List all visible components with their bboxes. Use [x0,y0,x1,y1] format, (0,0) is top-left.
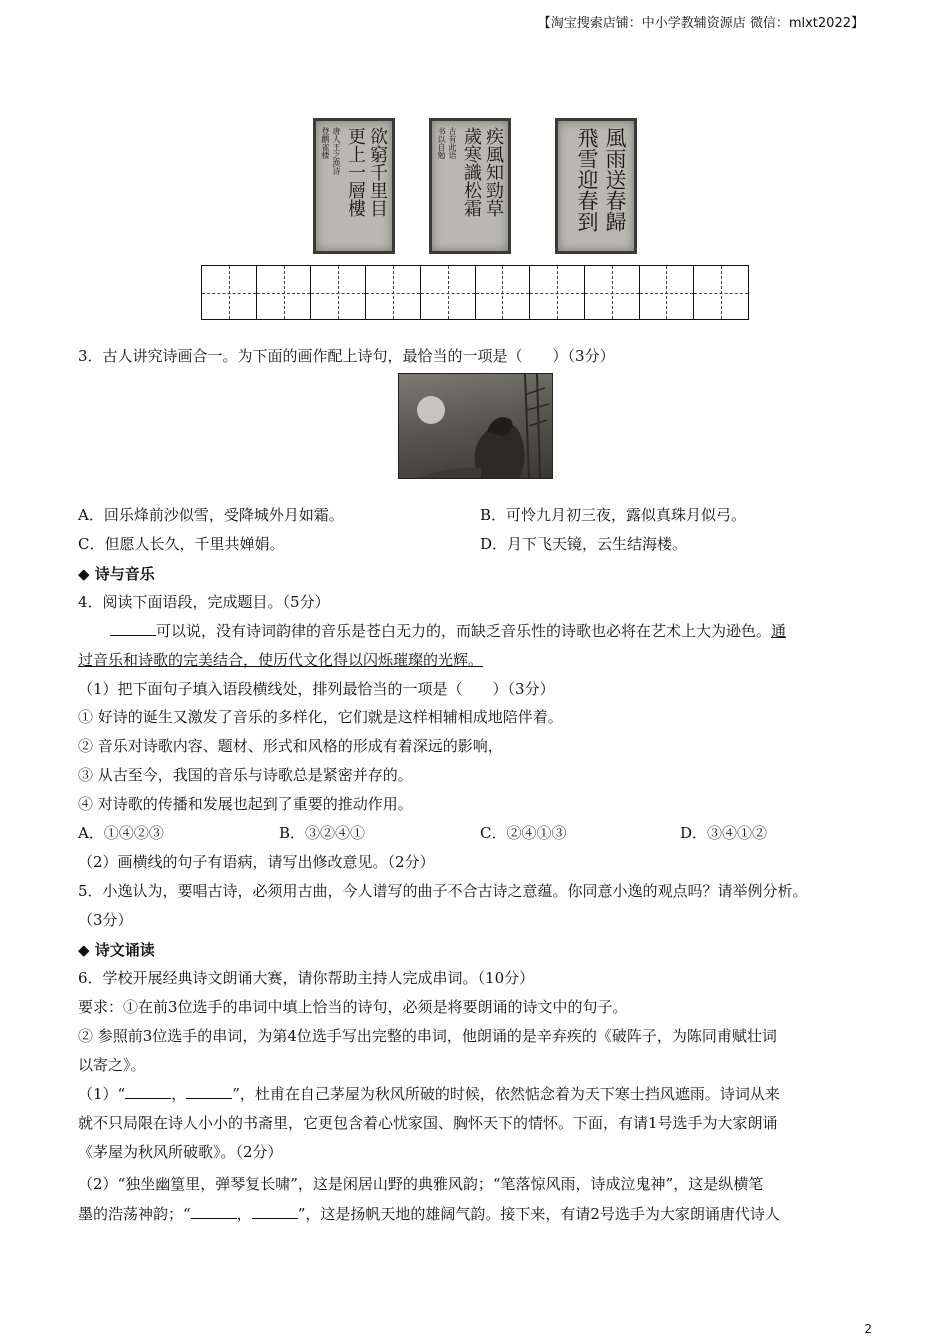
text-fragment: ”，杜甫在自己茅屋为秋风所破的时候，依然惦念着为天下寒士挡风遮雨。诗词从来 [232,1085,780,1103]
answer-blank[interactable] [252,1218,298,1219]
grid-cell[interactable] [366,266,421,319]
q6-requirement-3: 以寄之》。 [78,1056,146,1074]
grid-cell[interactable] [311,266,366,319]
grid-cell[interactable] [640,266,695,319]
answer-blank[interactable] [191,1218,237,1219]
text-fragment: ， [171,1085,187,1103]
q4-paragraph-line-2: 过音乐和诗歌的完美结合，使历代文化得以闪烁璀璨的光辉。 [78,651,484,669]
grid-cell[interactable] [530,266,585,319]
q6-part2-line-1: （2）“独坐幽篁里，弹琴复长啸”，这是闲居山野的典雅风韵；“笔落惊风雨，诗成泣鬼神”，这是纵横笔 [78,1175,764,1193]
calligraphy-line: 風雨送春歸 [603,127,627,232]
calligraphy-line: 疾風知勁草 [483,127,504,217]
q4-option-c: C．②④①③ [480,824,567,842]
q4-sub2: （2）画横线的句子有语病，请写出修改意见。（2分） [78,853,435,871]
calligraphy-small-line: 书以自勉 [437,127,446,159]
text-fragment: ”，这是扬帆天地的雄阔气韵。接下来，有请2号选手为大家朗诵唐代诗人 [297,1205,780,1223]
section-heading-recite: ◆ 诗文诵读 [78,941,155,959]
calligraphy-image-1 [313,118,395,254]
text-fragment: ， [236,1205,252,1223]
q6-part1-line-1 [78,1083,780,1105]
q5-line-2: （3分） [78,911,133,929]
grid-cell[interactable] [585,266,640,319]
text-fragment: 墨的浩荡神韵；“ [78,1205,191,1223]
q6-part1-line-3: 《茅屋为秋风所破歌》。（2分） [78,1143,283,1161]
answer-blank[interactable] [110,635,156,636]
q4-sentence-1: ① 好诗的诞生又激发了音乐的多样化，它们就是这样相辅相成地陪伴着。 [78,708,563,726]
q6-requirement-2: ② 参照前3位选手的串词，为第4位选手写出完整的串词，他朗诵的是辛弃疾的《破阵子，为陈同甫赋壮词 [78,1027,777,1045]
calligraphy-image-3 [555,118,637,254]
section-heading-music: ◆ 诗与音乐 [78,565,155,583]
q4-option-a: A．①④②③ [78,824,164,842]
grid-cell[interactable] [257,266,312,319]
calligraphy-image-2 [429,118,511,254]
q3-stem: 3．古人讲究诗画合一。为下面的画作配上诗句，最恰当的一项是（ ）（3分） [78,347,615,365]
q6-part1-line-2: 就不只局限在诗人小小的书斋里，它更包含着心忧家国、胸怀天下的情怀。下面，有请1号选手为大家朗诵 [78,1114,778,1132]
painting-figure [399,374,552,478]
q4-sentence-4: ④ 对诗歌的传播和发展也起到了重要的推动作用。 [78,795,413,813]
q4-paragraph-line-1 [110,620,786,642]
q5-line-1: 5．小逸认为，要唱古诗，必须用古曲，今人谱写的曲子不合古诗之意蕴。你同意小逸的观点吗？请举例分析。 [78,882,808,900]
grid-cell[interactable] [694,266,748,319]
paragraph-text: 可以说，没有诗词韵律的音乐是苍白无力的，而缺乏音乐性的诗歌也必将在艺术上大为逊色。 [156,622,772,640]
calligraphy-small-line: 古有此语 [448,127,457,159]
grid-cell[interactable] [202,266,257,319]
q4-option-d: D．③④①② [680,824,768,842]
q6-requirement-1: 要求：①在前3位选手的串词中填上恰当的诗句，必须是将要朗诵的诗文中的句子。 [78,998,628,1016]
calligraphy-small-line: 唐人王之涣诗 [332,127,341,175]
text-fragment: （1）“ [78,1085,126,1103]
q3-option-c: C．但愿人长久，千里共婵娟。 [78,535,285,553]
writing-grid [201,265,749,320]
calligraphy-line: 更上一層樓 [345,127,366,217]
q3-option-d: D．月下飞天镜，云生结海楼。 [480,535,688,553]
calligraphy-small-line: 登鹳雀楼 [321,127,330,159]
calligraphy-line: 欲窮千里目 [367,127,388,217]
underlined-sentence-start: 通 [771,622,787,640]
q4-option-b: B．③②④① [279,824,366,842]
q4-stem: 4．阅读下面语段，完成题目。（5分） [78,593,330,611]
calligraphy-line: 飛雪迎春到 [575,127,599,232]
q3-option-b: B．可怜九月初三夜，露似真珠月似弓。 [480,506,747,524]
q4-sentence-2: ② 音乐对诗歌内容、题材、形式和风格的形成有着深远的影响， [78,737,503,755]
moon-painting-image [398,373,553,479]
page-number: 2 [864,1322,872,1336]
answer-blank[interactable] [125,1098,171,1099]
q6-stem: 6．学校开展经典诗文朗诵大赛，请你帮助主持人完成串词。（10分） [78,969,535,987]
q6-part2-line-2 [78,1203,780,1225]
q3-option-a: A．回乐烽前沙似雪，受降城外月如霜。 [78,506,344,524]
grid-cell[interactable] [476,266,531,319]
calligraphy-line: 歲寒識松霜 [461,127,482,217]
q4-sub1: （1）把下面句子填入语段横线处，排列最恰当的一项是（ ）（3分） [78,680,555,698]
answer-blank[interactable] [186,1098,232,1099]
q4-sentence-3: ③ 从古至今，我国的音乐与诗歌总是紧密并存的。 [78,766,413,784]
page-header-watermark: 【淘宝搜索店铺：中小学教辅资源店 微信：mlxt2022】 [537,16,864,31]
grid-cell[interactable] [421,266,476,319]
